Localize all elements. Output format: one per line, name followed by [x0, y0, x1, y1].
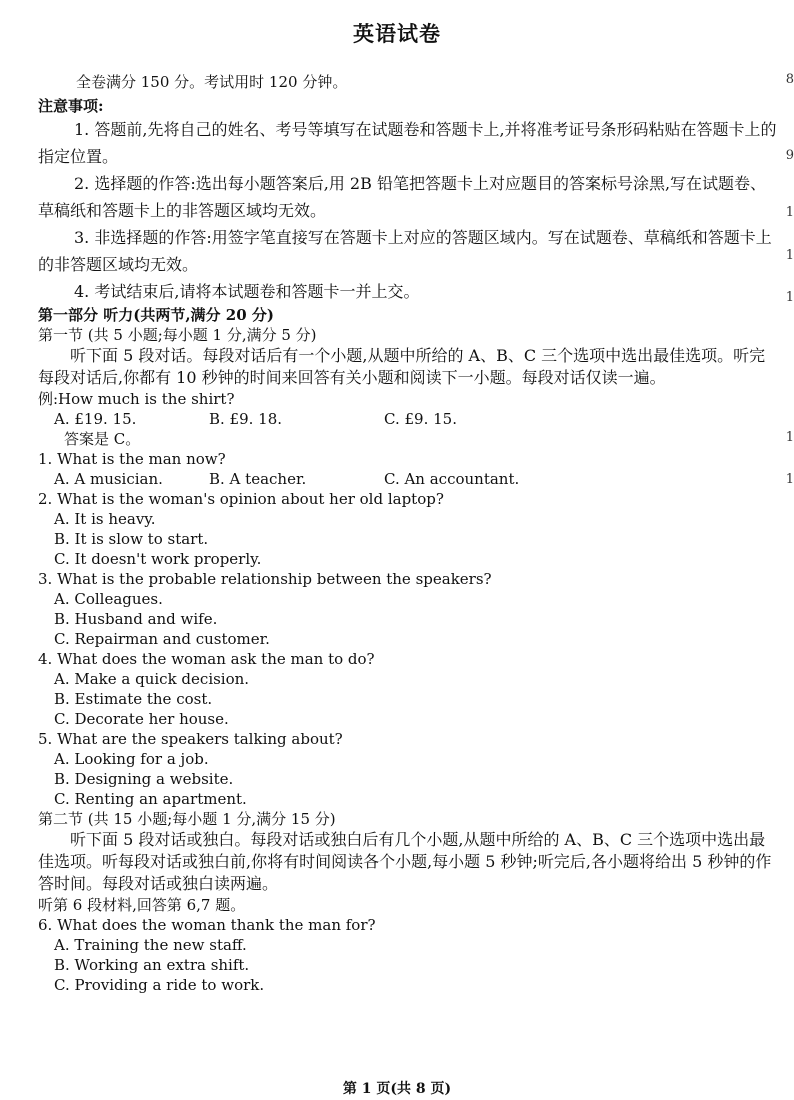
notice-item-2: 2. 选择题的作答:选出每小题答案后,用 2B 铅笔把答题卡上对应题目的答案标号涂黑,写在试题卷、草稿纸和答题卡上的非答题区域均无效。 [38, 174, 767, 220]
q5-option-a: A. Looking for a job. [54, 750, 209, 768]
q6-option-c: C. Providing a ride to work. [54, 976, 265, 994]
edge-mark: 1 [785, 290, 794, 305]
q6-option-a: A. Training the new staff. [54, 936, 247, 954]
q5-option-c: C. Renting an apartment. [54, 790, 247, 808]
notice-item-1: 1. 答题前,先将自己的姓名、考号等填写在试题卷和答题卡上,并将准考证号条形码粘贴在答题卡上的指定位置。 [38, 120, 777, 166]
question-6: 6. What does the woman thank the man for? [38, 916, 376, 934]
example-option-c: C. £9. 15. [384, 410, 457, 428]
q3-option-c: C. Repairman and customer. [54, 630, 270, 648]
q5-option-b: B. Designing a website. [54, 770, 234, 788]
section1-instructions: 听下面 5 段对话。每段对话后有一个小题,从题中所给的 A、B、C 三个选项中选出最佳选项。听完每段对话后,你都有 10 秒钟的时间来回答有关小题和阅读下一小题。每段对话仅读一遍。 [38, 346, 766, 387]
example-option-b: B. £9. 18. [209, 410, 283, 428]
example-option-a: A. £19. 15. [54, 410, 137, 428]
example-answer: 答案是 C。 [64, 430, 141, 448]
part1-heading: 第一部分 听力(共两节,满分 20 分) [38, 306, 274, 324]
question-1-options [38, 469, 778, 489]
q2-option-a: A. It is heavy. [54, 510, 156, 528]
edge-mark: 8 [785, 72, 794, 87]
q3-option-b: B. Husband and wife. [54, 610, 218, 628]
edge-mark: 1 [785, 248, 794, 263]
q3-option-a: A. Colleagues. [54, 590, 163, 608]
material-6-heading: 听第 6 段材料,回答第 6,7 题。 [38, 896, 246, 914]
q1-option-c: C. An accountant. [384, 470, 520, 488]
notice-heading: 注意事项: [38, 97, 104, 115]
q1-option-a: A. A musician. [54, 470, 163, 488]
section1-heading: 第一节 (共 5 小题;每小题 1 分,满分 5 分) [38, 326, 317, 344]
edge-mark: 1 [785, 472, 794, 487]
q2-option-b: B. It is slow to start. [54, 530, 209, 548]
example-options [38, 409, 778, 429]
q6-option-b: B. Working an extra shift. [54, 956, 250, 974]
question-5: 5. What are the speakers talking about? [38, 730, 343, 748]
question-2: 2. What is the woman's opinion about her old laptop? [38, 490, 444, 508]
edge-mark: 1 [785, 430, 794, 445]
score-line: 全卷满分 150 分。考试用时 120 分钟。 [76, 73, 348, 91]
edge-mark: 9 [785, 148, 794, 163]
section2-heading: 第二节 (共 15 小题;每小题 1 分,满分 15 分) [38, 810, 336, 828]
section2-instructions: 听下面 5 段对话或独白。每段对话或独白后有几个小题,从题中所给的 A、B、C 三个选项中选出最佳选项。听每段对话或独白前,你将有时间阅读各个小题,每小题 5 秒钟;听完后,各小题将给出 5 秒钟的作答时间。每段对话或独白读两遍。 [38, 830, 772, 893]
question-4: 4. What does the woman ask the man to do? [38, 650, 375, 668]
q4-option-c: C. Decorate her house. [54, 710, 229, 728]
edge-mark: 1 [785, 205, 794, 220]
page-content [38, 72, 778, 995]
question-1: 1. What is the man now? [38, 450, 226, 468]
q1-option-b: B. A teacher. [209, 470, 307, 488]
q4-option-a: A. Make a quick decision. [54, 670, 250, 688]
question-3: 3. What is the probable relationship between the speakers? [38, 570, 492, 588]
notice-item-3: 3. 非选择题的作答:用签字笔直接写在答题卡上对应的答题区域内。写在试题卷、草稿纸和答题卡上的非答题区域均无效。 [38, 228, 772, 274]
q2-option-c: C. It doesn't work properly. [54, 550, 262, 568]
notice-item-4: 4. 考试结束后,请将本试题卷和答题卡一并上交。 [74, 282, 420, 301]
q4-option-b: B. Estimate the cost. [54, 690, 213, 708]
page-footer: 第 1 页(共 8 页) [342, 1081, 452, 1097]
page-title: 英语试卷 [353, 21, 441, 46]
example-question: 例:How much is the shirt? [38, 390, 235, 408]
